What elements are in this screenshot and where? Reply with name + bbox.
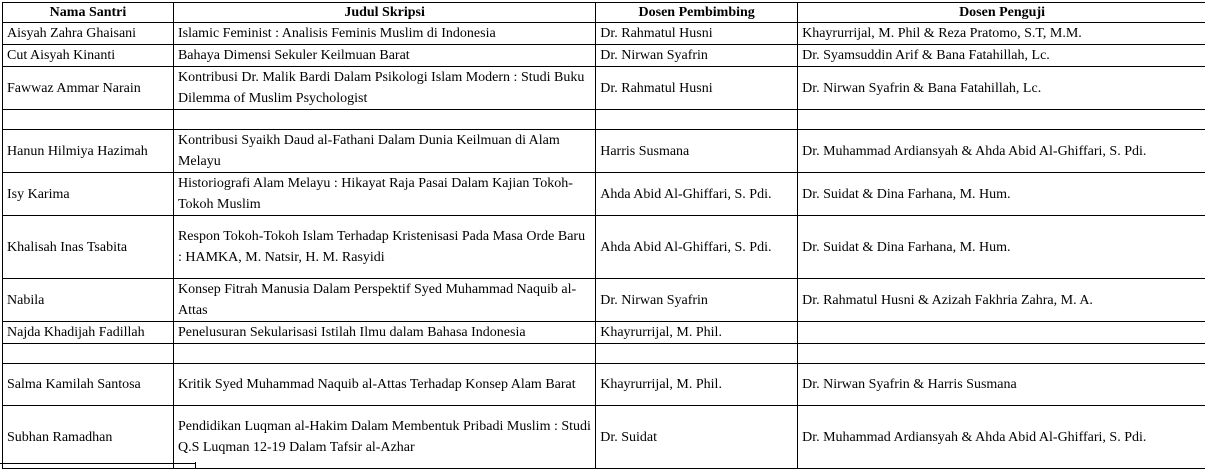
cell-name[interactable]: Aisyah Zahra Ghaisani — [3, 23, 174, 45]
cell-advisor[interactable]: Dr. Rahmatul Husni — [596, 23, 798, 45]
cell-examiner[interactable]: Dr. Muhammad Ardiansyah & Ahda Abid Al-Ghiffari, S. Pdi. — [798, 130, 1205, 173]
cell-advisor[interactable]: Ahda Abid Al-Ghiffari, S. Pdi. — [596, 216, 798, 279]
cell-examiner[interactable]: Dr. Suidat & Dina Farhana, M. Hum. — [798, 173, 1205, 216]
table-row — [3, 322, 1205, 344]
cell-name[interactable]: Cut Aisyah Kinanti — [3, 45, 174, 67]
cell-title[interactable]: Respon Tokoh-Tokoh Islam Terhadap Kristenisasi Pada Masa Orde Baru : HAMKA, M. Natsir, H. M. Rasyidi — [173, 216, 595, 279]
cell-advisor[interactable]: Khayrurrijal, M. Phil. — [596, 322, 798, 344]
cell-advisor[interactable]: Dr. Nirwan Syafrin — [596, 45, 798, 67]
bottom-border-fragment — [0, 463, 196, 464]
cell-title[interactable]: Historiografi Alam Melayu : Hikayat Raja Pasai Dalam Kajian Tokoh- Tokoh Muslim — [173, 173, 595, 216]
cell-title[interactable]: Konsep Fitrah Manusia Dalam Perspektif Syed Muhammad Naquib al- Attas — [173, 279, 595, 322]
cell-name[interactable] — [3, 344, 174, 364]
table-row — [3, 406, 1205, 469]
table-row — [3, 23, 1205, 45]
cell-name[interactable]: Khalisah Inas Tsabita — [3, 216, 174, 279]
cell-advisor[interactable] — [596, 110, 798, 130]
header-title[interactable]: Judul Skripsi — [173, 3, 595, 23]
cell-examiner[interactable]: Dr. Muhammad Ardiansyah & Ahda Abid Al-Ghiffari, S. Pdi. — [798, 406, 1205, 469]
cell-name[interactable]: Najda Khadijah Fadillah — [3, 322, 174, 344]
table-row-empty — [3, 344, 1205, 364]
table-row — [3, 364, 1205, 406]
cell-advisor[interactable]: Dr. Suidat — [596, 406, 798, 469]
cell-examiner[interactable]: Dr. Nirwan Syafrin & Bana Fatahillah, Lc. — [798, 67, 1205, 110]
cell-advisor[interactable]: Harris Susmana — [596, 130, 798, 173]
cell-advisor[interactable]: Dr. Rahmatul Husni — [596, 67, 798, 110]
cell-name[interactable]: Subhan Ramadhan — [3, 406, 174, 469]
cell-name[interactable]: Nabila — [3, 279, 174, 322]
cell-name[interactable]: Salma Kamilah Santosa — [3, 364, 174, 406]
table-row — [3, 216, 1205, 279]
cell-title[interactable]: Islamic Feminist : Analisis Feminis Muslim di Indonesia — [173, 23, 595, 45]
cell-title[interactable]: Penelusuran Sekularisasi Istilah Ilmu dalam Bahasa Indonesia — [173, 322, 595, 344]
cell-examiner[interactable] — [798, 110, 1205, 130]
cell-name[interactable]: Fawwaz Ammar Narain — [3, 67, 174, 110]
cell-advisor[interactable]: Ahda Abid Al-Ghiffari, S. Pdi. — [596, 173, 798, 216]
header-examiner[interactable]: Dosen Penguji — [798, 3, 1205, 23]
cell-title[interactable] — [173, 110, 595, 130]
bottom-border-tick — [195, 462, 196, 468]
cell-examiner[interactable]: Dr. Suidat & Dina Farhana, M. Hum. — [798, 216, 1205, 279]
cell-advisor[interactable] — [596, 344, 798, 364]
cell-title[interactable]: Bahaya Dimensi Sekuler Keilmuan Barat — [173, 45, 595, 67]
cell-examiner[interactable]: Dr. Rahmatul Husni & Azizah Fakhria Zahra, M. A. — [798, 279, 1205, 322]
header-row — [3, 3, 1205, 23]
cell-title[interactable]: Kritik Syed Muhammad Naquib al-Attas Terhadap Konsep Alam Barat — [173, 364, 595, 406]
cell-title[interactable] — [173, 344, 595, 364]
table-row — [3, 130, 1205, 173]
cell-title[interactable]: Kontribusi Syaikh Daud al-Fathani Dalam Dunia Keilmuan di Alam Melayu — [173, 130, 595, 173]
header-name[interactable]: Nama Santri — [3, 3, 174, 23]
table-row — [3, 173, 1205, 216]
cell-name[interactable]: Isy Karima — [3, 173, 174, 216]
cell-title[interactable]: Kontribusi Dr. Malik Bardi Dalam Psikologi Islam Modern : Studi Buku Dilemma of Muslim Psychologist — [173, 67, 595, 110]
cell-advisor[interactable]: Dr. Nirwan Syafrin — [596, 279, 798, 322]
thesis-table — [2, 2, 1205, 469]
table-row — [3, 45, 1205, 67]
cell-examiner[interactable]: Dr. Nirwan Syafrin & Harris Susmana — [798, 364, 1205, 406]
header-advisor[interactable]: Dosen Pembimbing — [596, 3, 798, 23]
table-row — [3, 67, 1205, 110]
cell-examiner[interactable] — [798, 344, 1205, 364]
cell-advisor[interactable]: Khayrurrijal, M. Phil. — [596, 364, 798, 406]
cell-examiner[interactable] — [798, 322, 1205, 344]
cell-title[interactable]: Pendidikan Luqman al-Hakim Dalam Membentuk Pribadi Muslim : Studi Q.S Luqman 12-19 Dalam Tafsir al-Azhar — [173, 406, 595, 469]
cell-examiner[interactable]: Dr. Syamsuddin Arif & Bana Fatahillah, Lc. — [798, 45, 1205, 67]
table-row-empty — [3, 110, 1205, 130]
cell-name[interactable]: Hanun Hilmiya Hazimah — [3, 130, 174, 173]
cell-examiner[interactable]: Khayrurrijal, M. Phil & Reza Pratomo, S.T, M.M. — [798, 23, 1205, 45]
cell-name[interactable] — [3, 110, 174, 130]
table-row — [3, 279, 1205, 322]
